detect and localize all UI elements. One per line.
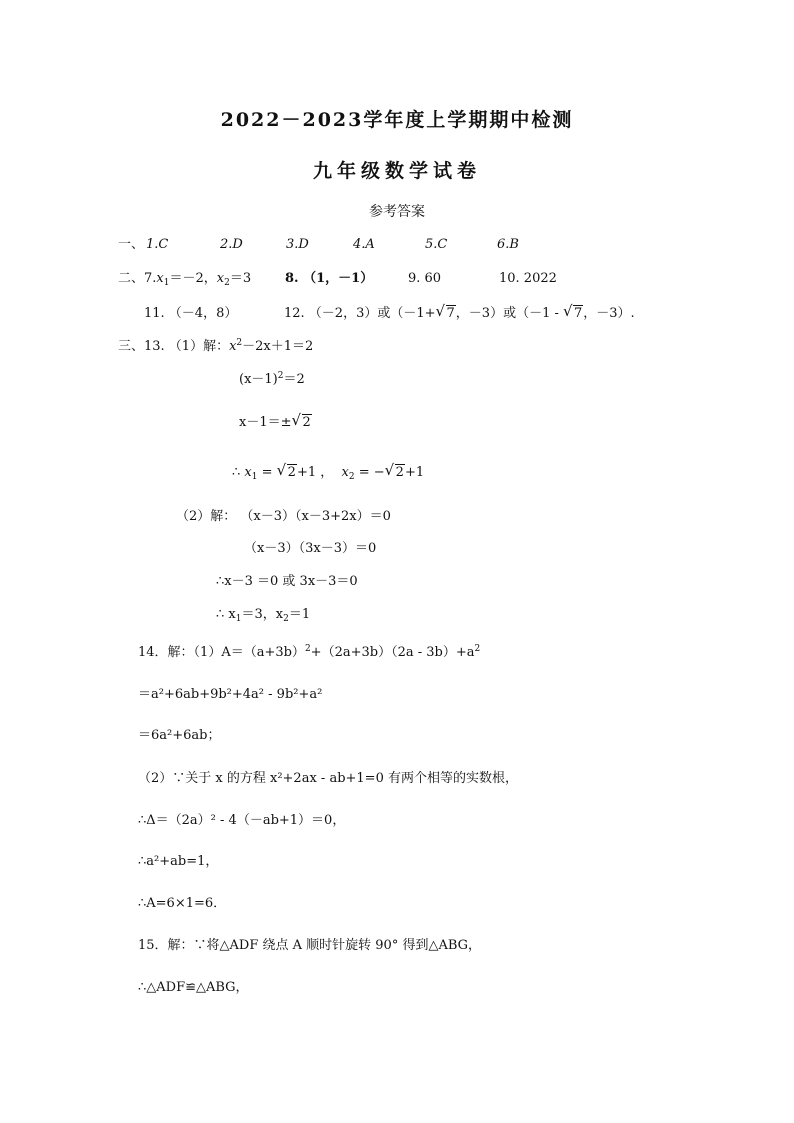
q14-line6: ∴a²+ab=1， xyxy=(138,854,219,869)
sqrt-symbol: √ 2 xyxy=(278,466,297,479)
answer-8: 8. （1，－1） xyxy=(285,271,374,286)
q13-step4: ∴ $x_1$ = √ 2+1 ， $x_2$ = −√ 2+1 xyxy=(232,466,424,479)
answer-2: 2.D xyxy=(220,237,243,252)
answer-3: 3.D xyxy=(286,237,309,252)
q14-line4: （2）∵关于 x 的方程 x²+2ax - ab+1=0 有两个相等的实数根， xyxy=(138,771,518,786)
q13-part1: 三、13. （1）解：$x^2-2x+1=2$ xyxy=(118,338,314,354)
sqrt-symbol: √ 2 xyxy=(386,466,405,479)
document-subtitle: 九年级数学试卷 xyxy=(312,160,481,182)
q13-step3: x－1＝±√ 2 xyxy=(239,416,312,429)
document-title: 2022－2023学年度上学期期中检测 xyxy=(220,109,574,131)
sqrt-symbol: √ 7 xyxy=(564,307,583,320)
answer-key-heading: 参考答案 xyxy=(369,204,425,220)
q7-number: 7. xyxy=(144,271,157,286)
q14-line7: ∴A=6×1=6． xyxy=(138,896,227,911)
q14-line3: ＝6a²+6ab； xyxy=(138,728,221,743)
answer-10: 10. 2022 xyxy=(499,271,557,286)
answer-5: 5.C xyxy=(425,237,448,252)
answer-4: 4.A xyxy=(353,237,375,252)
section1-label: 一、 xyxy=(118,237,145,252)
q13-step2: $(x-1)^2=2$ xyxy=(239,371,305,387)
q14-line1: 14．解：$(1)A=(a+3b)^2+(2a+3b)(2a - 3b)+a^2$ xyxy=(138,644,481,660)
answer-9: 9. 60 xyxy=(408,271,442,286)
section2-label: 二、 xyxy=(118,271,145,286)
q13-part2-step4: ∴ $x_1=3$，$x_2=1$ xyxy=(216,607,311,624)
sqrt-symbol: √ 2 xyxy=(293,416,312,429)
q13-part2-step3: ∴x－3 ＝0 或 3x－3＝0 xyxy=(216,574,358,589)
q14-line5: ∴Δ＝（2a）² - 4（－ab+1）＝0， xyxy=(138,813,346,828)
q13-part2: （2）解： （x－3）（x－3+2x）＝0 xyxy=(176,509,391,524)
sqrt-symbol: √ 7 xyxy=(437,307,456,320)
answer-7: 二、$7.x_1=-2$，$x_2=3$ xyxy=(118,271,252,288)
q15-line1: 15．解：∵将△ADF 绕点 A 顺时针旋转 90° 得到△ABG， xyxy=(138,938,482,953)
q7-x1: ＝－2， xyxy=(169,271,217,286)
q7-x2: ＝3 xyxy=(229,271,252,286)
answer-12: 12. （－2，3）或（－1+√ 7，－3）或（－1 - √ 7，－3）. xyxy=(284,307,635,320)
answer-6: 6.B xyxy=(497,237,519,252)
q15-line2: ∴△ADF≌△ABG， xyxy=(138,980,249,995)
q14-line2: ＝a²+6ab+9b²+4a² - 9b²+a² xyxy=(138,687,323,702)
answer-1: 1.C xyxy=(146,237,169,252)
q13-part2-step2: （x－3）（3x－3）＝0 xyxy=(244,541,377,556)
answer-11: 11. （－4，8） xyxy=(144,306,238,321)
